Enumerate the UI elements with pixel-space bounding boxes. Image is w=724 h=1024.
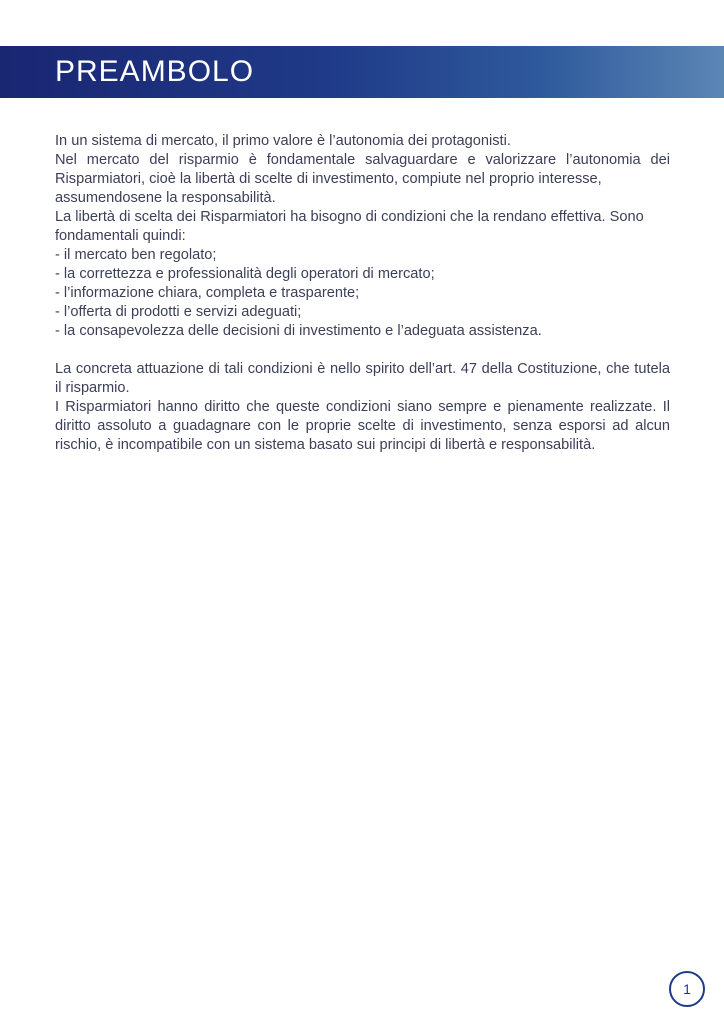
paragraph-intro: In un sistema di mercato, il primo valore è l’autonomia dei protagonisti. [55, 133, 511, 149]
paragraph-responsibility: assumendosene la responsabilità. [55, 190, 276, 206]
conditions-list [55, 246, 670, 341]
list-item: - la consapevolezza delle decisioni di investimento e l’adeguata assistenza. [55, 323, 542, 339]
paragraph-spacer [55, 341, 670, 360]
list-item: - l’offerta di prodotti e servizi adeguati; [55, 304, 302, 320]
page-number: 1 [669, 971, 705, 1007]
paragraph-fundamentals: fondamentali quindi: [55, 228, 186, 244]
document-body [55, 132, 670, 455]
header-band [0, 46, 724, 98]
list-item: - l’informazione chiara, completa e trasparente; [55, 285, 360, 301]
paragraph-conditions: La libertà di scelta dei Risparmiatori ha bisogno di condizioni che la rendano effettiva. Sono [55, 209, 644, 225]
page-title: PREAMBOLO [55, 55, 255, 88]
list-item: - il mercato ben regolato; [55, 247, 217, 263]
paragraph-rights: I Risparmiatori hanno diritto che queste condizioni siano sempre e pienamente realizzate. Il diritto assoluto a guadagnare con le proprie scelte di investimento, senza esporsi ad alcun rischio, è incompatibile con un sistema basato sui principi di libertà e responsabilità. [55, 399, 670, 453]
paragraph-constitution: La concreta attuazione di tali condizioni è nello spirito dell’art. 47 della Costituzione, che tutela il risparmio. [55, 361, 670, 396]
paragraph-autonomy: Nel mercato del risparmio è fondamentale salvaguardare e valorizzare l’autonomia dei Risparmiatori, cioè la libertà di scelte di investimento, compiute nel proprio interesse, [55, 152, 670, 187]
list-item: - la correttezza e professionalità degli operatori di mercato; [55, 266, 435, 282]
